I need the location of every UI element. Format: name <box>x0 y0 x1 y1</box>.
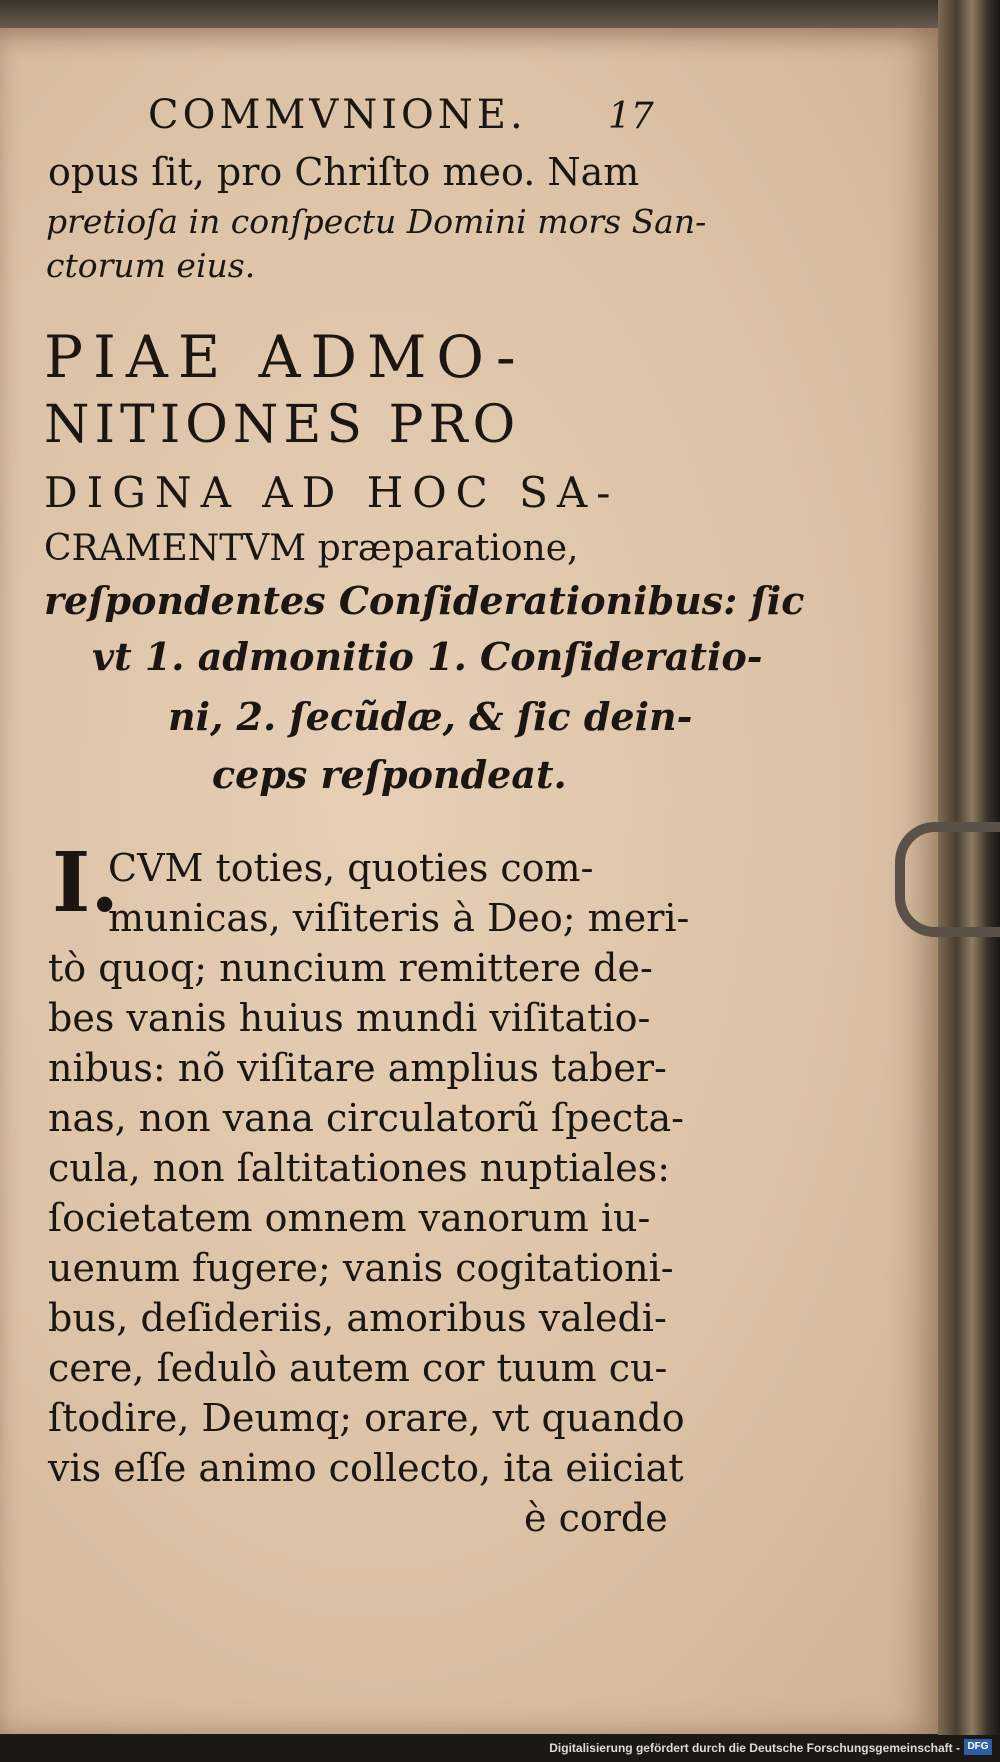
subtitle-line-2: vt 1. admonitio 1. Conſideratio- <box>92 634 763 679</box>
body-line-4: bes vanis huius mundi viſitatio- <box>48 996 651 1040</box>
opening-line-1: opus ſit, pro Chriſto meo. Nam <box>48 150 640 194</box>
page-clip <box>895 822 1000 937</box>
dfg-logo: DFG <box>964 1739 992 1755</box>
body-line-7: cula, non ſaltitationes nuptiales: <box>48 1146 670 1190</box>
opening-line-2: pretioſa in conſpectu Domini mors San- <box>46 202 707 241</box>
body-line-12: ſtodire, Deumq; orare, vt quando <box>48 1396 685 1440</box>
body-line-3: tò quoq; nuncium remittere de- <box>48 946 653 990</box>
body-line-1: CVM toties, quoties com- <box>108 846 594 890</box>
body-line-8: ſocietatem omnem vanorum iu- <box>48 1196 651 1240</box>
catchword: è corde <box>524 1496 668 1540</box>
subtitle-line-4: ceps reſpondeat. <box>212 752 567 797</box>
body-line-10: bus, deſideriis, amoribus valedi- <box>48 1296 667 1340</box>
subtitle-line-1: reſpondentes Conſiderationibus: ſic <box>44 578 805 623</box>
drop-initial: I. <box>52 835 119 931</box>
page-top-edge <box>0 0 950 30</box>
body-line-2: municas, viſiteris à Deo; meri- <box>108 896 690 940</box>
digitization-credit: Digitalisierung gefördert durch die Deutsche Forschungsgemeinschaft - <box>549 1741 960 1755</box>
body-line-6: nas, non vana circulatorũ ſpecta- <box>48 1096 684 1140</box>
section-title-line-4: CRAMENTVM præparatione, <box>44 528 579 569</box>
body-line-13: vis eſſe animo collecto, ita eiiciat <box>48 1446 684 1490</box>
opening-line-3: ctorum eius. <box>46 246 256 285</box>
body-line-5: nibus: nõ viſitare amplius taber- <box>48 1046 667 1090</box>
section-title-line-1: PIAE ADMO- <box>44 323 526 391</box>
subtitle-line-3: ni, 2. ſecũdæ, & ſic dein- <box>168 694 693 739</box>
page-number: 17 <box>608 96 654 137</box>
section-title-line-3: DIGNA AD HOC SA- <box>44 468 620 517</box>
body-line-9: uenum fugere; vanis cogitationi- <box>48 1246 674 1290</box>
running-title: COMMVNIONE. <box>148 92 527 138</box>
section-title-line-2: NITIONES PRO <box>44 395 521 455</box>
body-line-11: cere, ſedulò autem cor tuum cu- <box>48 1346 668 1390</box>
